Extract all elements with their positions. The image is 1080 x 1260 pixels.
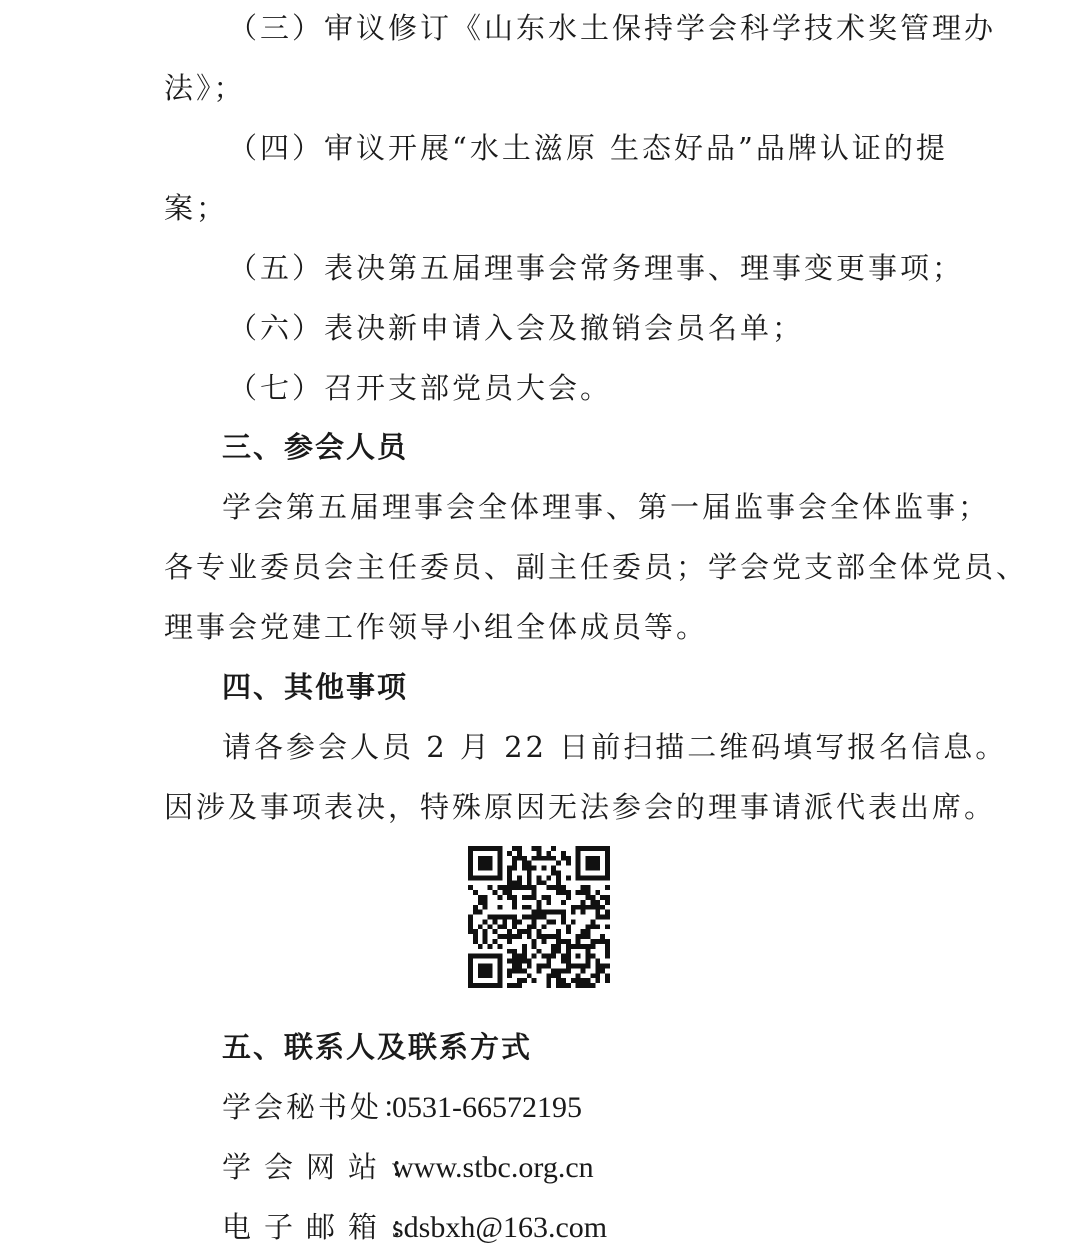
section-4-line-2: 因涉及事项表决，特殊原因无法参会的理事请派代表出席。 bbox=[164, 790, 997, 824]
section-3-line-1: 学会第五届理事会全体理事、第一届监事会全体监事； bbox=[222, 490, 991, 524]
section-3-heading: 三、参会人员 bbox=[222, 430, 409, 464]
section-4-heading: 四、其他事项 bbox=[222, 670, 409, 704]
item-3-line-2: 法》； bbox=[164, 71, 246, 105]
section-5-heading: 五、联系人及联系方式 bbox=[222, 1030, 533, 1064]
section-3-line-2: 各专业委员会主任委员、副主任委员；学会党支部全体党员、 bbox=[164, 550, 1029, 584]
section-3-line-3: 理事会党建工作领导小组全体成员等。 bbox=[164, 610, 709, 644]
contact-email-label: 电子邮箱： bbox=[222, 1210, 433, 1244]
contact-secretariat bbox=[222, 1087, 582, 1128]
item-5: （五）表决第五届理事会常务理事、理事变更事项； bbox=[228, 251, 965, 285]
item-7: （七）召开支部党员大会。 bbox=[228, 371, 613, 405]
item-6: （六）表决新申请入会及撤销会员名单； bbox=[228, 311, 805, 345]
registration-qr-code[interactable] bbox=[468, 846, 610, 988]
section-4-line-1: 请各参会人员 2 月 22 日前扫描二维码填写报名信息。 bbox=[222, 730, 1008, 764]
contact-email-value[interactable]: sdsbxh@163.com bbox=[392, 1211, 608, 1244]
contact-email bbox=[222, 1207, 607, 1248]
contact-website-value[interactable]: www.stbc.org.cn bbox=[392, 1151, 594, 1184]
contact-phone-value[interactable]: 0531-66572195 bbox=[392, 1091, 582, 1124]
contact-website bbox=[222, 1147, 594, 1188]
contact-secretariat-label: 学会秘书处： bbox=[222, 1090, 415, 1124]
item-4-line-1: （四）审议开展“水土滋原 生态好品”品牌认证的提 bbox=[228, 131, 948, 165]
item-3-line-1: （三）审议修订《山东水土保持学会科学技术奖管理办 bbox=[228, 11, 997, 45]
item-4-line-2: 案； bbox=[164, 191, 229, 225]
contact-website-label: 学会网站： bbox=[222, 1150, 433, 1184]
